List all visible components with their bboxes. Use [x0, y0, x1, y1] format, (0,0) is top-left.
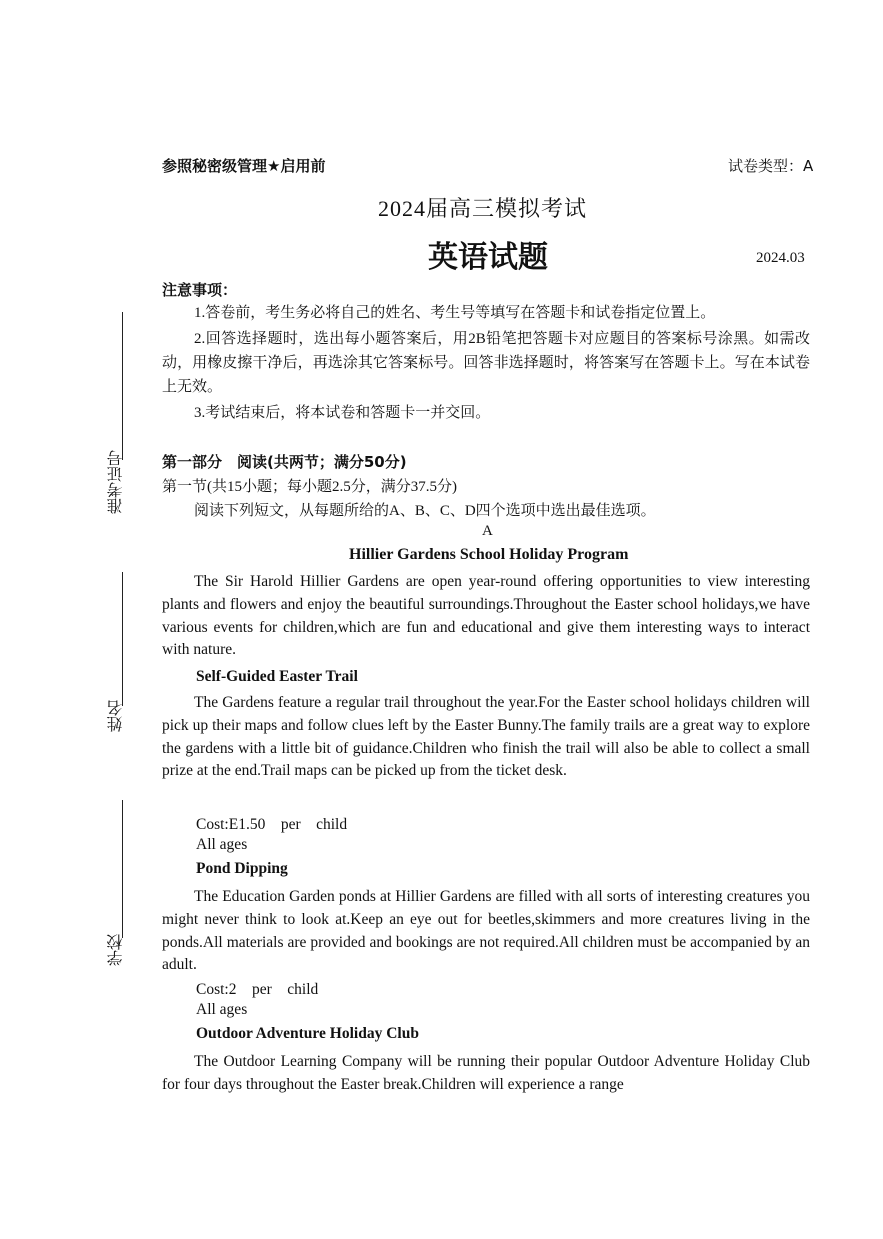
- trail-title: Self-Guided Easter Trail: [196, 668, 358, 685]
- notice-item-1: 1.答卷前，考生务必将自己的姓名、考生号等填写在答题卡和试卷指定位置上。: [194, 305, 716, 321]
- name-label: 姓名: [106, 700, 125, 732]
- section1-heading: 第一节(共15小题；每小题2.5分，满分37.5分): [162, 479, 457, 495]
- passage-title: Hillier Gardens School Holiday Program: [349, 546, 629, 563]
- school-line: [122, 800, 123, 938]
- reading-instruction: 阅读下列短文，从每题所给的A、B、C、D四个选项中选出最佳选项。: [194, 503, 656, 519]
- name-line: [122, 572, 123, 706]
- part1-heading: 第一部分 阅读(共两节；满分50分): [162, 453, 407, 471]
- notice-item-3: 3.考试结束后，将本试卷和答题卡一并交回。: [194, 405, 491, 421]
- trail-paragraph: The Gardens feature a regular trail throughout the year.For the Easter school holidays children will pick up their maps and follow clues left by the Easter Bunny.The family trails are a great way to explore the gardens with a little bit of guidance.Children who finish the trail will also be able to collect a small prize at the end.Trail maps can be picked up from the ticket desk.: [162, 694, 810, 780]
- pond-paragraph: The Education Garden ponds at Hillier Gardens are filled with all sorts of interesting creatures you might never think to look at.Keep an eye out for beetles,skimmers and more creatures living in the ponds.All materials are provided and bookings are not required.All children must be accompanied by an adult.: [162, 888, 810, 974]
- notice-item-2: 2.回答选择题时，选出每小题答案后，用2B铅笔把答题卡对应题目的答案标号涂黑。如需改动，用橡皮擦干净后，再选涂其它答案标号。回答非选择题时，将答案写在答题卡上。写在本试卷上无效。: [162, 331, 810, 395]
- subject-title: 英语试题: [428, 240, 548, 275]
- pond-cost: Cost:2 per child: [196, 981, 319, 998]
- notice-heading: 注意事项：: [162, 281, 238, 299]
- pond-title: Pond Dipping: [196, 860, 288, 877]
- exam-no-line: [122, 312, 123, 460]
- trail-cost: Cost:E1.50 per child: [196, 816, 348, 833]
- school-label: 学校: [106, 934, 125, 966]
- club-title: Outdoor Adventure Holiday Club: [196, 1025, 419, 1042]
- paper-type-label: 试卷类型：A: [728, 157, 814, 175]
- intro-paragraph: The Sir Harold Hillier Gardens are open year-round offering opportunities to view interesting plants and flowers and enjoy the beautiful surroundings.Throughout the Easter school holidays,we have various events for children,which are fun and educational and give them interesting ways to interact with nature.: [162, 573, 810, 659]
- confidential-label: 参照秘密级管理★启用前: [162, 157, 326, 175]
- club-paragraph: The Outdoor Learning Company will be running their popular Outdoor Adventure Holiday Club for four days throughout the Easter break.Children will experience a range: [162, 1053, 810, 1093]
- exam-no-label: 准考证号: [106, 450, 125, 514]
- pond-ages: All ages: [196, 1001, 248, 1018]
- passage-letter: A: [482, 523, 493, 539]
- exam-date: 2024.03: [756, 250, 805, 266]
- trail-ages: All ages: [196, 836, 248, 853]
- exam-title: 2024届高三模拟考试: [378, 196, 588, 221]
